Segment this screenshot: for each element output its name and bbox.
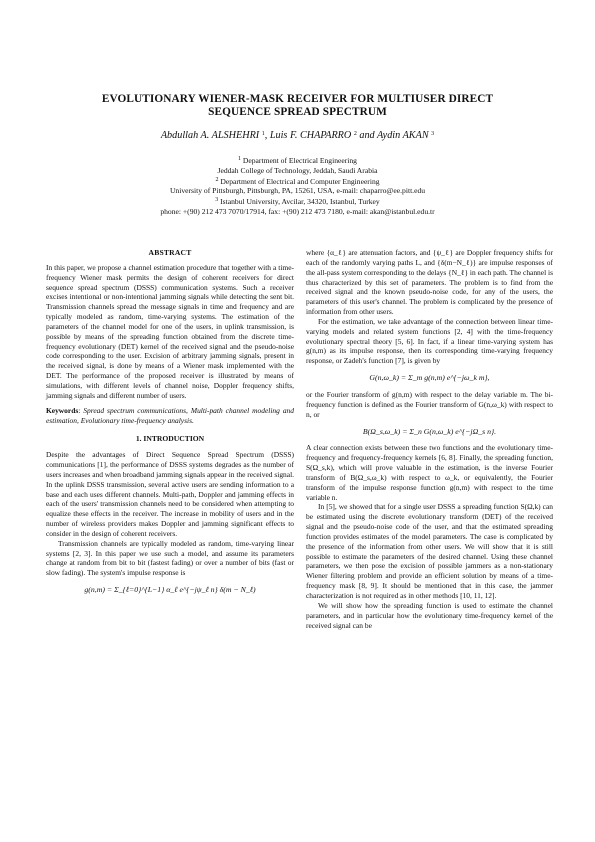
affil-line-3 — [40, 176, 555, 187]
affil-3-text: Istanbul University, Avcilar, 34320, Istanbul, Turkey — [220, 197, 380, 207]
affil-line-5 — [40, 196, 555, 207]
author-1-sup: 1 — [261, 131, 265, 137]
equation-1: g(n,m) = Σ_{ℓ=0}^{L−1} α_ℓ e^{−jψ_ℓ n} δ(m − N_ℓ) — [84, 585, 256, 595]
right-paragraph-1: where {α_ℓ} are attenuation factors, and {ψ_ℓ} are Doppler frequency shifts for each of the randomly varying paths L, and {δ(m−N_ℓ)} are impulse responses of the all-pass system corresponding to the delays {N_ℓ} in each path. The channel is thus characterized by this set of parameters. The problem is to find from the received signal and the known pseudo-noise code, for any of the users, the parameters of this user's channel. The problem is complicated by the presence of information from other users. — [306, 248, 553, 317]
author-3-sup: 3 — [431, 131, 435, 137]
left-column — [46, 248, 294, 602]
equation-2: G(n,ω_k) = Σ_m g(n,m) e^{−jω_k m}, — [369, 373, 490, 383]
affil-2-sup: 2 — [215, 176, 219, 183]
keywords: Keywords: Spread spectrum communications, Multi-path channel modeling and estimation, Evolutionary time-frequency analysis. — [46, 405, 294, 425]
right-paragraph-2: For the estimation, we take advantage of the connection between linear time-varying models and related system functions [2, 4] with the time-frequency evolutionary spectral theory [5, 6]. In fact, if a linear time-varying system has g(n,m) as its impulse response, then its corresponding time-varying frequency response, or Zadeh's function [7], is given by — [306, 316, 553, 366]
affil-line-1 — [40, 155, 555, 166]
paper-title — [60, 93, 535, 119]
affil-3-sup: 3 — [215, 197, 219, 204]
intro-paragraph-2: Transmission channels are typically modeled as random, time-varying linear systems [2, 3]. In this paper we use such a model, and assume its parameters change at random from bit to bit (fastest fading) or over a number of bits (fast or slow fading). The system's impulse response is — [46, 538, 294, 578]
right-paragraph-3: or the Fourier transform of g(n,m) with respect to the delay variable m. The bi-frequency function is defined as the Fourier transform of G(n,ω_k) with respect to n, or — [306, 389, 553, 419]
intro-heading: 1. INTRODUCTION — [135, 434, 205, 444]
author-and: and — [359, 130, 375, 141]
right-paragraph-4: A clear connection exists between these two functions and the evolutionary time-frequency and frequency-frequency kernels [6, 8]. Finally, the spreading function, S(Ω_s,k), which will prove valuable in the estimation, is the inverse Fourier transform of B(Ω_s,ω_k) with respect to ω_k, or equivalently, the Fourier transform of the impulse response function g(n,m) with respect to the time variable n. — [306, 443, 553, 502]
keywords-text: Spread spectrum communications, Multi-path channel modeling and estimation, Evolutionary time-frequency analysis. — [46, 405, 294, 425]
equation-3: B(Ω_s,ω_k) = Σ_n G(n,ω_k) e^{−jΩ_s n}. — [362, 426, 497, 436]
abstract-heading: ABSTRACT — [148, 248, 192, 257]
intro-paragraph-1: Despite the advantages of Direct Sequence Spread Spectrum (DSSS) communications [1], the performance of DSSS systems degrades as the number of users increases and when broadband jamming signals appear in the received signal. In the uplink DSSS transmission, several active users are sending information to a base and each uses different channels. Multi-path, Doppler and jamming effects in each of the users' transmission channels need to be considered when attempting to equalize these effects in the receiver. The increase in mobility of users and in the number of wireless providers makes Doppler and jamming significant effects to consider in the design of coherent receivers. — [46, 450, 294, 538]
affil-1-text: Department of Electrical Engineering — [242, 156, 357, 165]
affil-1-sup: 1 — [238, 156, 241, 162]
author-3: Aydin AKAN — [377, 130, 429, 141]
author-2-sup: 2 — [353, 131, 357, 137]
affil-line-2: Jeddah College of Technology, Jeddah, Saudi Arabia — [217, 165, 378, 175]
affil-line-4: University of Pittsburgh, Pittsburgh, PA, 15261, USA, e-mail: chaparro@ee.pitt.edu — [169, 186, 426, 196]
abstract-text: In this paper, we propose a channel estimation procedure that together with a time-frequency Wiener mask permits the design of coherent receivers for direct sequence spread spectrum (DSSS) communication systems. Such a receiver excises intentional or non-intentional jamming signals while detecting the sent bit. Transmission channels spread the message signals in time and frequency and are typically modeled as random, time-varying systems. The estimation of the parameters of the channel model for one of the users, in uplink transmission, is possible by means of the spreading function obtained from the discrete time-frequency evolutionary (DET) kernel of the received signal and the pseudo-noise code corresponding to the user. Excision of arbitrary jamming signals, present in the received signal, is done by means of a Wiener mask implemented with the DET. The performance of the proposed receiver is illustrated by means of simulations, with different levels of channel noise, Doppler frequency shifts, jamming signals and different number of users. — [46, 262, 294, 400]
affil-line-6: phone: +(90) 212 473 7070/17914, fax: +(90) 212 473 7180, e-mail: akan@istanbul.edu.tr — [160, 206, 435, 216]
title-line-1: EVOLUTIONARY WIENER-MASK RECEIVER FOR MULTIUSER DIRECT — [101, 93, 494, 105]
right-column — [306, 248, 553, 630]
affiliations — [40, 155, 555, 217]
affil-2-text: Department of Electrical and Computer Engineering — [220, 176, 380, 186]
author-1: Abdullah A. ALSHEHRI — [160, 130, 260, 141]
author-2: Luis F. CHAPARRO — [269, 130, 352, 141]
right-paragraph-6: We will show how the spreading function is used to estimate the channel parameters, and in particular how the evolutionary time-frequency kernel of the received signal can be — [306, 600, 553, 630]
right-paragraph-5: In [5], we showed that for a single user DSSS a spreading function S(Ω,k) can be estimated using the discrete evolutionary transform (DET) of the received signal and the pseudo-noise code of the user, and that the estimated spreading function provides estimates of the model parameters. The case is complicated by the presence of the information from other users. We will show that it is still possible to estimate the parameters of the desired channel. Using these channel parameters, we then pose the excision of possible jammers as a non-stationary Wiener filtering problem and provide an efficient solution by means of a time-frequency mask [8, 9]. It should be mentioned that in this case, the jammer characterization is not required as in other methods [10, 11, 12]. — [306, 502, 553, 600]
keywords-label: Keywords — [46, 405, 79, 415]
author-list: Abdullah A. ALSHEHRI $^1$, Luis F. CHAPARRO $^2$ and Aydin AKAN $^3$ — [160, 130, 435, 141]
title-line-2: SEQUENCE SPREAD SPECTRUM — [208, 106, 387, 118]
